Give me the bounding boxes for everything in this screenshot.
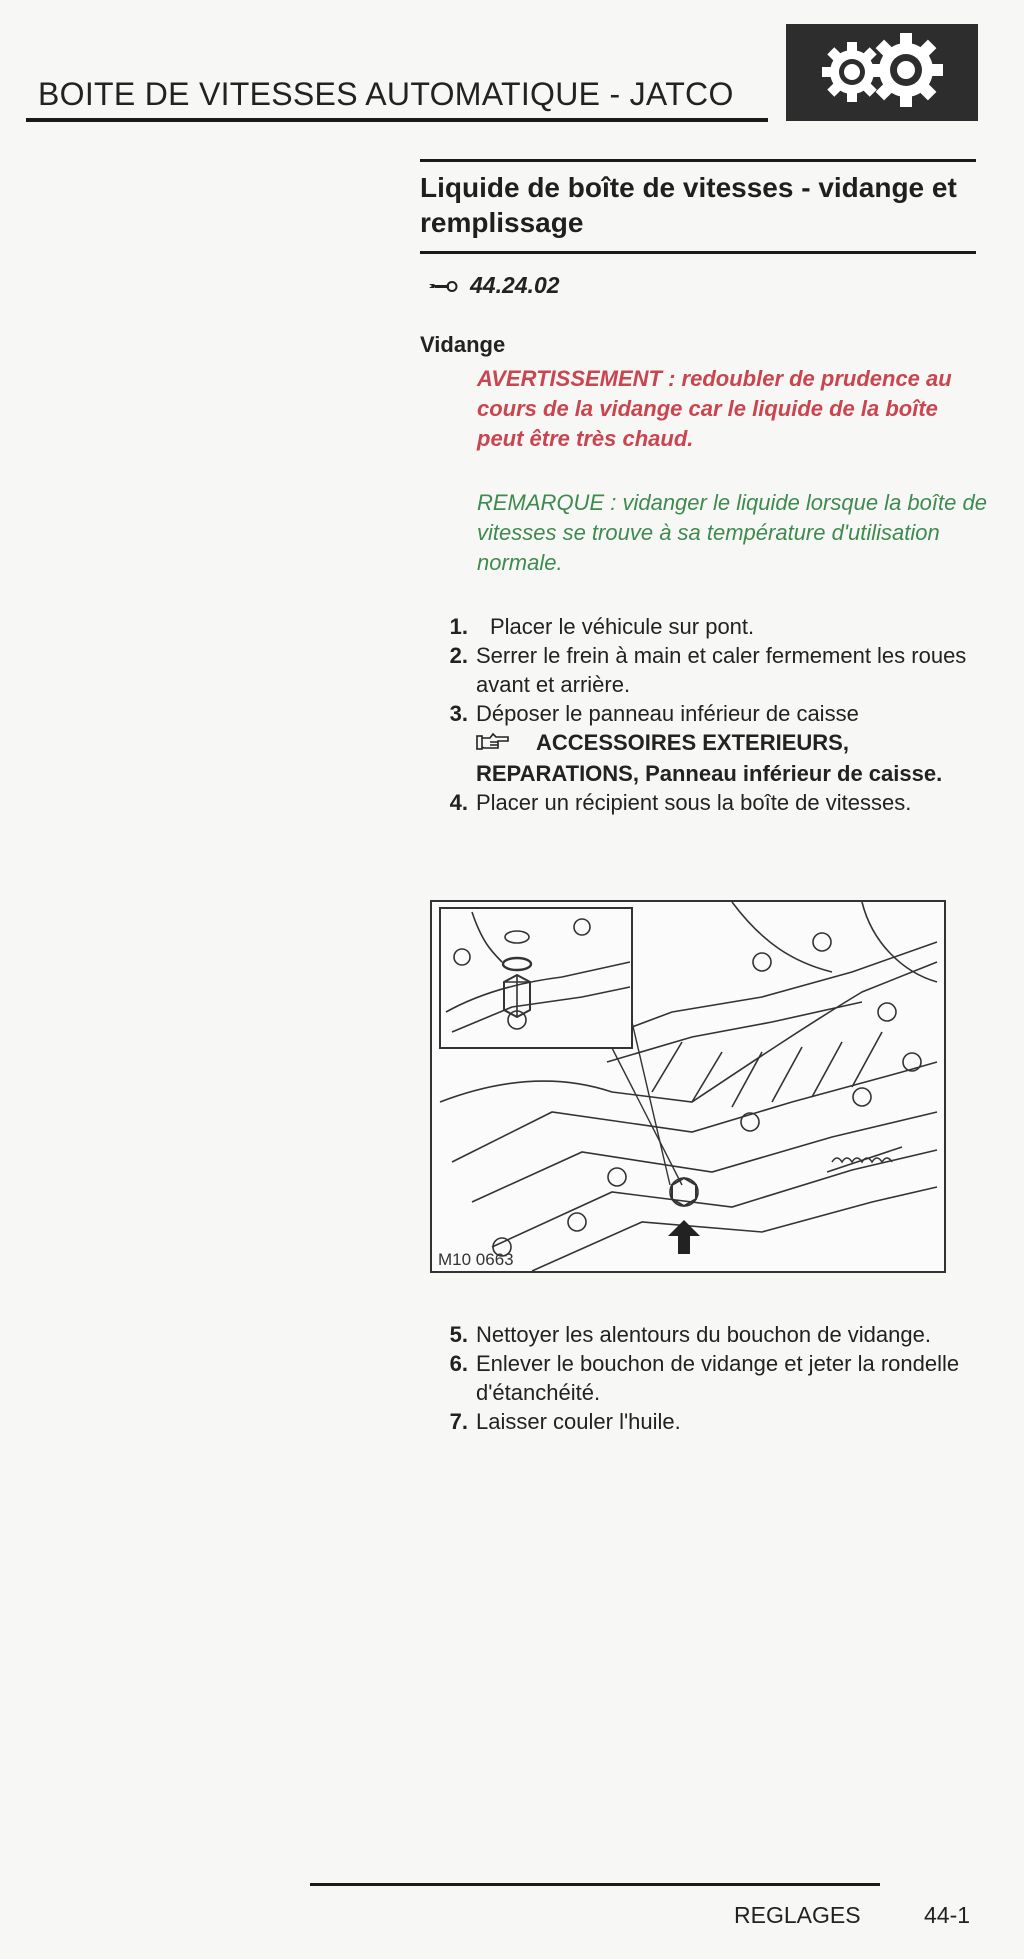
header-rule [26, 118, 768, 122]
gears-icon [786, 24, 978, 121]
warning-text: AVERTISSEMENT : redoubler de prudence au cours de la vidange car le liquide de la boîte peut être très chaud. [477, 366, 952, 451]
step-number: 4. [449, 789, 468, 815]
list-item [420, 1320, 992, 1349]
step-number: 3. [449, 701, 468, 726]
drain-heading: Vidange [420, 332, 506, 357]
step-number: 2. [449, 643, 468, 668]
page-header-title: BOITE DE VITESSES AUTOMATIQUE - JATCO [38, 76, 734, 112]
operation-code [428, 272, 560, 300]
footer-rule [310, 1883, 880, 1886]
step-text: Placer un récipient sous la boîte de vitesses. [476, 789, 912, 815]
section-title: Liquide de boîte de vitesses - vidange et remplissage [420, 172, 957, 238]
list-item [420, 1407, 992, 1436]
step-text: Enlever le bouchon de vidange et jeter la rondelle d'étanchéité. [476, 1351, 960, 1405]
list-item [420, 699, 992, 788]
operation-code-text: 44.24.02 [470, 272, 560, 298]
step-number: 5. [449, 1322, 468, 1347]
pointing-hand-icon [476, 730, 510, 759]
page-number: 44-1 [924, 1902, 971, 1928]
list-item [420, 1349, 992, 1407]
footer-section-name: REGLAGES [734, 1902, 861, 1928]
figure-label: M10 0663 [438, 1250, 514, 1269]
step-text: Laisser couler l'huile. [476, 1409, 681, 1434]
step-number: 6. [449, 1351, 468, 1376]
step-text: Serrer le frein à main et caler fermement les roues avant et arrière. [476, 643, 967, 697]
wrench-icon [428, 273, 458, 300]
list-item [420, 788, 992, 817]
steps-list-2 [420, 1320, 992, 1436]
step-text: Placer le véhicule sur pont. [490, 614, 755, 639]
step-number: 1. [449, 614, 468, 639]
note-text: REMARQUE : vidanger le liquide lorsque la boîte de vitesses se trouve à sa température d'utilisation normale. [477, 490, 987, 575]
list-item [420, 612, 992, 641]
step-number: 7. [449, 1409, 468, 1434]
section-rule-bottom [420, 251, 976, 254]
cross-reference-link[interactable]: ACCESSOIRES EXTERIEURS, REPARATIONS, Panneau inférieur de caisse. [476, 730, 943, 786]
transmission-drain-plug-figure [430, 900, 946, 1273]
step-text: Nettoyer les alentours du bouchon de vidange. [476, 1322, 931, 1347]
section-rule-top [420, 159, 976, 162]
step-text: Déposer le panneau inférieur de caisse [476, 701, 859, 726]
steps-list-1 [420, 612, 992, 817]
list-item [420, 641, 992, 699]
